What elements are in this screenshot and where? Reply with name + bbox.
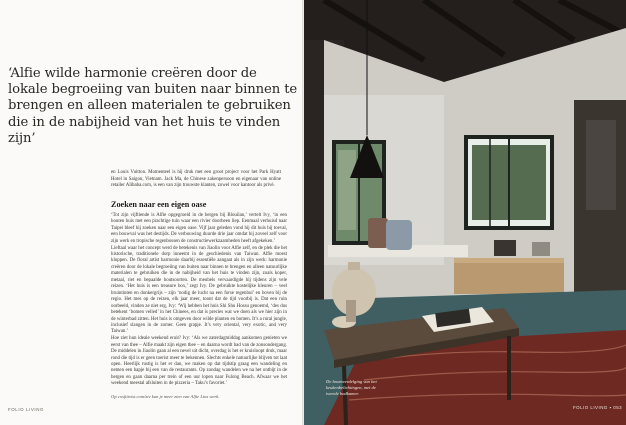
right-page xyxy=(304,0,626,425)
interior-photo xyxy=(304,0,626,425)
body-paragraph: ‘Tot zijn vijftiende is Alfie opgegroeid in de bergen bij Blouilan,’ vertelt Ivy, ‘in een houten huis met een prachtige tuin waar een rivier doorheen liep. Eenmaal verhuisd naar Taipei bleef hij zoeken naar een eigen oase. Vijf jaar geleden vond hij dit huis bij toeval, een bouwval was het destijds. De verbouwing duurde drie jaar omdat hij zoveel zelf voor zijn werk en tropische regenbossen de constructiewerkzaamheden heeft afgekeken.’ xyxy=(111,213,287,244)
wooden-bench xyxy=(454,258,564,294)
photo-caption: De boomverdelging van het keukenbelichtingen, met de tweede badkamer. xyxy=(326,379,377,396)
section-heading: Zoeken naar een eigen oase xyxy=(111,200,207,209)
left-page xyxy=(0,0,303,425)
folio-left: FOLIO LIVING xyxy=(8,407,44,412)
folio-right: FOLIO LIVING ▪ 053 xyxy=(573,405,623,410)
body-paragraph: Lieftaal waar het concept werd de betekenis van Jiaolin voor Alfie zelf, en de plek die het historische, traditionele dorp inneemt in de geschiedenis van Taiwan. Alfie moest kloppen. De floral artist harmonie daarbij essentiële aangaat als in zijn werk: harmonie creëren door de lokale begroeiing van buiten naar binnen te brengen en alleen natuurlijke materialen te gebruiken die in de nabijheid van het huis te vinden zijn, zoals koper, metaal, riet en bepaalde houtsoorten. De meubels vervaardigde hij tijdens zijn vele reizen. ‘Het huis is een treasure box,’ zegt Ivy. De gebruikte kostelijke kleuren – veel bruintinten en donkergrijs – zijn ‘nodig de lucht na een forse regenbui’ en boven bij de regio. Het mes op de reizen, elk jaar meer, toont dat de tijd voorbij is. Dat een ruin oorbeeld, vinden ze niet erg, Ivy: ‘Wij hebben het huis Shi Shu Hossu genoemd, ‘des dus betekent ‘bomen velled’ in het Chinees, en dat is precies wat we doen als we hier zijn in de winterbad zitten. Het huis is omgeven door wilde planten en bomen. It’s a rural jungle, inclusief slangen in de zomer. Geen grapje. It’s very oriental, very exotic, and very Taiwan.’ xyxy=(111,245,287,335)
body-text xyxy=(111,213,287,388)
photo-credit: Op cosfitivist.com/ziv kun je meer zien van Alfie Lins werk. xyxy=(111,394,220,399)
intro-paragraph: en Louis Vuitton. Momenteel is hij druk met een groot project voor het Park Hyatt Hotel in Saigon, Vietnam. Jack Ma, de Chinese zakenpersoon en eigenaar van online retailer Alibaba.com, is een van zijn trouwste klanten, zowel voor kantoor als privé. xyxy=(111,170,281,189)
body-paragraph: Hoe ziet hun ideale weekend eruit? Ivy: ‘Als we zaterdagmiddag aankomen genieten we eerst van thee – Alfie maakt zijn eigen thee – en daarna wordt bad van de zonsondergang. De middelen in Jiaolin gaan al een nevel uit dicht, overdag is het er kruisloopt druk, maar rond die tijd is er geen toerist meer te bekennen. Slechts enkele natuurlijke blijven tot laat open. Heerlijk rustig is het er dan, we maken op dat tijdstip graag een wandeling en nemen een hapje bij een van de restaurants. Op zondag wandelen we na het ontbijt in de bergen en gaan daarna per trein of een uur lopen naar Fulong Beach. Afwaar we het weekend meestal afsluiten in de pizzeria – Taku’s favoriet.’ xyxy=(111,336,287,387)
pull-quote: ‘Alfie wilde harmonie creëren door de lokale begroeiing van buiten naar binnen te brengen en alleen materialen te gebruiken die in de nabijheid van het huis te vinden zijn’ xyxy=(8,66,298,146)
